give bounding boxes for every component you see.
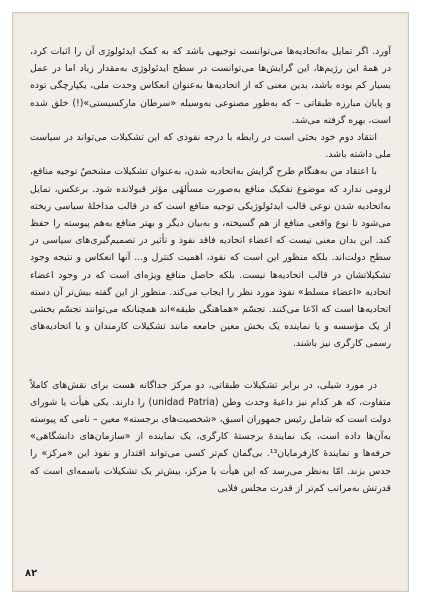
paragraph-3: با اعتقاد من به‌هنگام طرح گرایش به‌اتحادیه شدن، به‌عنوان تشکیلات مشخصٌ توجیه منافع، لزومی ندارد که موضوع تفکیک منافع به‌صورت مسألهٔی مؤثر قبولانده شود. برعکس، تمایل به‌اتحادیه شدن نوعی قالب ایدئولوژیکی توجیه منافع است که در قالب مداخلهٔ سیاسی ریخته می‌شود تا نوع واقعی منافع از هم گسیخته، و به‌بیان دیگر و بهتر منافع به‌هم پیوسته را حفظ کند. این بدان معنی نیست که اعضاء اتحادیه فاقد نفوذ و تأثیر در تصمیم‌گیری‌های سیاسی در سطح دولت‌اند. بلکه منظور این است که نفوذ، اهمیت کنترل و... آنها انعکاس و نتیجه وجود تشکیلاتشان در قالب اتحادیه‌ها نیست. بلکه حاصل منافع ویژه‌ای است که در وجود اعضاء اتحادیه «اعضاء مسلط» نفوذ مورد نظر را ایجاب می‌کند. منظور از این گفته بیش‌تر آن دسته اتحادیه‌ها است که ادّعا می‌کنند. تجسّم «هماهنگی طبقه»اند همچنانکه می‌توانند تجسّم بخشی از یک مؤسسه و یا نماینده یک بخش معین جامعه مانند تشکیلات کارمندان و یا اتحادیه‌های رسمی کارگری نیز باشند. [30,166,391,350]
paragraph-1: آورد. اگر تمایل به‌اتحادیه‌ها می‌توانست توجیهی باشد که به کمک ایدئولوژی آن را اثبات کرد، در همهٔ این رژیم‌ها، این گرایش‌ها می‌توانست در سطح ایدئولوژی به‌مقدار زیاد اما در عمل بسیار کم بوده باشد، بدین معنی که از اتحادیه‌ها به‌عنوان انعکاس وحدت ملی، یکپارچگی توده و پایان مبارزه طبقاتی – که به‌طور مصنوعی به‌وسیله «سرطان مارکسیستی»(!) خلق شده است، بهره گرفته می‌شد. [30,46,391,126]
page-body-text [30,43,391,497]
paragraph-2: انتقاد دوم خود بحثی است در رابطه با درجه نفوذی که این تشکیلات می‌تواند در سیاست ملی داشته باشد. [30,132,391,161]
book-page [12,12,409,592]
page-number: ۸۲ [25,568,38,579]
paragraph-4: در مورد شیلی، در برابر تشکیلات طبقاتی، دو مرکز جداگانه هست برای نقش‌های کاملاً متفاوت، که هر کدام نیز داعیهٔ وحدت وطن (unidad Patria) را دارند. یکی هیأت یا شورای دولت است که شامل رئیس جمهوران اسبق، «شخصیت‌های برجسته» معین – نامی که پیوسته به‌آن‌ها داده است، یک نمایندهٔ برجستهٔ کارگری، یک نماینده از «سازمان‌های دانشگاهی» حرفه‌ها و نمایندهٔ کارفرمایان¹³. بی‌گمان کم‌تر کسی می‌تواند اقتدار و نفوذ این «مرکز» را حدس بزند. امّا به‌نظر می‌رسد که این هیأت یا مرکز، بیش‌تر یک تشکیلات باسمه‌ای است که قدرتش به‌مراتب کم‌تر از قدرت مجلس فلایی [30,379,391,494]
